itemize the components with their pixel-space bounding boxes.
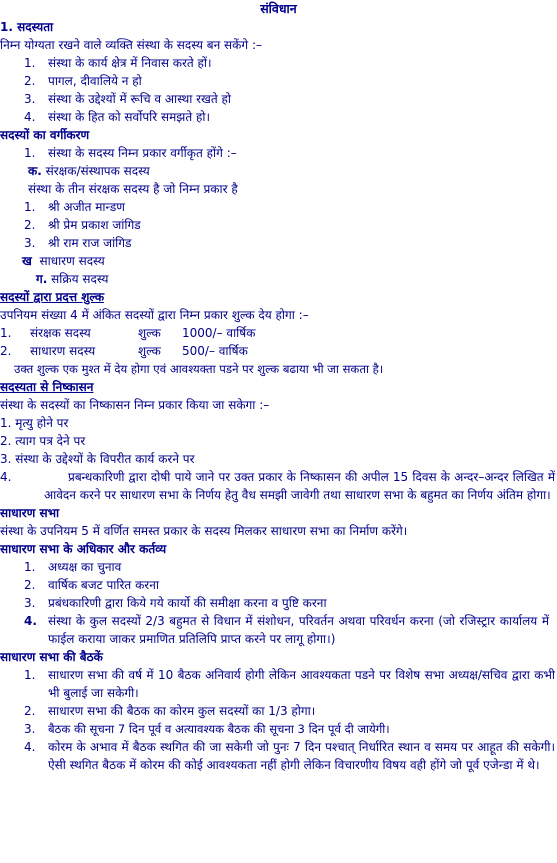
category-label: ग. [36,272,48,286]
section-expulsion-heading: सदस्यता से निष्कासन [0,380,94,394]
list-item [0,594,557,612]
item-number: 3. [24,596,36,610]
list-item [0,54,557,72]
item-text: प्रबन्धकारिणी द्वारा दोषी पाये जाने पर उक्त प्रकार के निष्कासन की अपील 15 दिवस के अन्दर–अन्दर लिखित में आवेदन करने पर साधारण सभा के निर्णय हेतु वैध समझी जावेगी तथा साधारण सभा के बहुमत का निर्णय अंतिम होगा। [44,470,555,502]
item-text: संस्था के सदस्य निम्न प्रकार वर्गीकृत होंगे :– [48,146,237,160]
fees-intro: उपनियम संख्या 4 में अंकित सदस्यों द्वारा निम्न प्रकार शुल्क देय होगा :– [0,308,309,322]
list-item [0,612,557,648]
item-text: संस्था के कुल सदस्यों 2/3 बहुमत से विधान में संशोधन, परिवर्तन अथवा परिवर्धन करना (जो रजिस्ट्रार कार्यालय में फाईल कराया जाकर प्रमाणित प्रतिलिपि प्राप्त करने पर लागू होगा।) [48,614,549,646]
item-number: 3. [0,452,12,466]
list-item [0,216,557,234]
section-general-assembly-heading: साधारण सभा [0,506,60,520]
item-number: 1. [24,146,36,160]
list-item [0,576,557,594]
list-item [0,666,557,702]
item-text: संस्था के उद्देश्यों के विपरीत कार्य करने पर [15,452,195,466]
list-item [0,702,557,720]
item-text: संस्था के हित को सर्वोपरि समझते हो। [48,110,211,124]
list-item [0,414,557,432]
fee-label: शुल्क [138,326,161,340]
item-text: श्री प्रेम प्रकाश जांगिड [48,218,141,232]
item-number: 4. [24,740,36,754]
general-assembly-text: संस्था के उपनियम 5 में वर्णित समस्त प्रकार के सदस्य मिलकर साधारण सभा का निर्माण करेंगे। [0,524,408,538]
item-text: कोरम के अभाव में बैठक स्थगित की जा सकेगी जो पुनः 7 दिन पश्चात् निर्धारित स्थान व समय पर आहूत की सकेगी। ऐसी स्थगित बैठक में कोरम की कोई आवश्यकता नहीं होगी लेकिन विचारणीय विषय वही होंगे जो पूर्व एजेन्डा में थे। [48,740,555,772]
category-kha [0,252,557,270]
item-number: 2. [24,704,36,718]
fee-member-type: साधारण सदस्य [30,344,96,358]
item-text: श्री अजीत मान्डण [48,200,125,214]
item-number: 2. [24,218,36,232]
item-number: 3. [24,236,36,250]
section-meetings-heading: साधारण सभा की बैठकें [0,650,103,664]
list-item [0,90,557,108]
list-item [0,450,557,468]
list-item [0,558,557,576]
item-text: त्याग पत्र देने पर [15,434,86,448]
fees-note: उक्त शुल्क एक मुश्त में देय होगा एवं आवश्यक्ता पडने पर शुल्क बढाया भी जा सकता है। [14,362,384,376]
list-item [0,738,557,774]
item-number: 1. [24,200,36,214]
category-text: साधारण सदस्य [39,254,105,268]
fee-label: शुल्क [138,344,161,358]
item-number: 2. [0,434,12,448]
category-ka [0,162,557,180]
item-text: श्री राम राज जांगिड [48,236,132,250]
category-ga [0,270,557,288]
item-text: साधारण सभा की बैठक का कोरम कुल सदस्यों का 1/3 होगा। [48,704,316,718]
category-text: संरक्षक/संस्थापक सदस्य [45,164,150,178]
section-fees-heading: सदस्यों द्वारा प्रदत्त शुल्क [0,290,105,304]
item-number: 2. [24,74,36,88]
item-number: 4. [24,614,37,628]
item-text: संस्था के कार्य क्षेत्र में निवास करते हों। [48,56,212,70]
item-number: 3. [24,722,36,736]
item-number: 2. [0,344,12,358]
item-text: बैठक की सूचना 7 दिन पूर्व व अत्यावश्यक बैठक की सूचना 3 दिन पूर्व दी जायेगी। [48,722,390,736]
item-text: पागल, दीवालिये न हो [48,74,142,88]
category-ka-description: संस्था के तीन संरक्षक सदस्य है जो निम्न प्रकार है [28,182,238,196]
category-text: सक्रिय सदस्य [51,272,109,286]
item-text: संस्था के उद्देश्यों में रूचि व आस्था रखते हो [48,92,232,106]
item-number: 1. [0,326,12,340]
item-number: 1. [24,56,36,70]
item-number: 1. [24,668,36,682]
item-number: 4. [24,110,36,124]
section-classification-heading: सदस्यों का वर्गीकरण [0,128,90,142]
item-number: 1. [24,560,36,574]
list-item [0,234,557,252]
item-text: मृत्यु होने पर [15,416,69,430]
list-item [0,432,557,450]
item-number: 2. [24,578,36,592]
item-number: 3. [24,92,36,106]
item-number: 1. [0,416,12,430]
list-item [0,720,557,738]
fee-member-type: संरक्षक सदस्य [30,326,91,340]
fee-amount: 500/– वार्षिक [182,344,248,358]
fee-amount: 1000/– वार्षिक [182,326,256,340]
list-item [0,108,557,126]
item-text: प्रबंधकारिणी द्वारा किये गये कार्यो की समीक्षा करना व पुष्टि करना [48,596,327,610]
membership-intro: निम्न योग्यता रखने वाले व्यक्ति संस्था के सदस्य बन सकेंगे :– [0,38,262,52]
category-label: ख [22,254,32,268]
category-label: क. [28,164,42,178]
section-membership-heading: 1. सदस्यता [0,20,54,34]
item-text: वार्षिक बजट पारित करना [48,578,159,592]
list-item [0,198,557,216]
expulsion-intro: संस्था के सदस्यों का निष्कासन निम्न प्रकार किया जा सकेगा :– [0,398,270,412]
section-rights-duties-heading: साधारण सभा के अधिकार और कर्तव्य [0,542,167,556]
document-title: संविधान [260,1,297,16]
classification-intro [0,144,557,162]
item-number: 4. [0,470,12,484]
fee-row [0,342,557,360]
list-item [0,72,557,90]
item-text: साधारण सभा की वर्ष में 10 बैठक अनिवार्य होगी लेकिन आवश्यकता पडने पर विशेष सभा अध्यक्ष/सचिव द्वारा कभी भी बुलाई जा सकेगी। [48,668,555,700]
list-item [0,468,557,504]
item-text: अध्यक्ष का चुनाव [48,560,122,574]
fee-row [0,324,557,342]
